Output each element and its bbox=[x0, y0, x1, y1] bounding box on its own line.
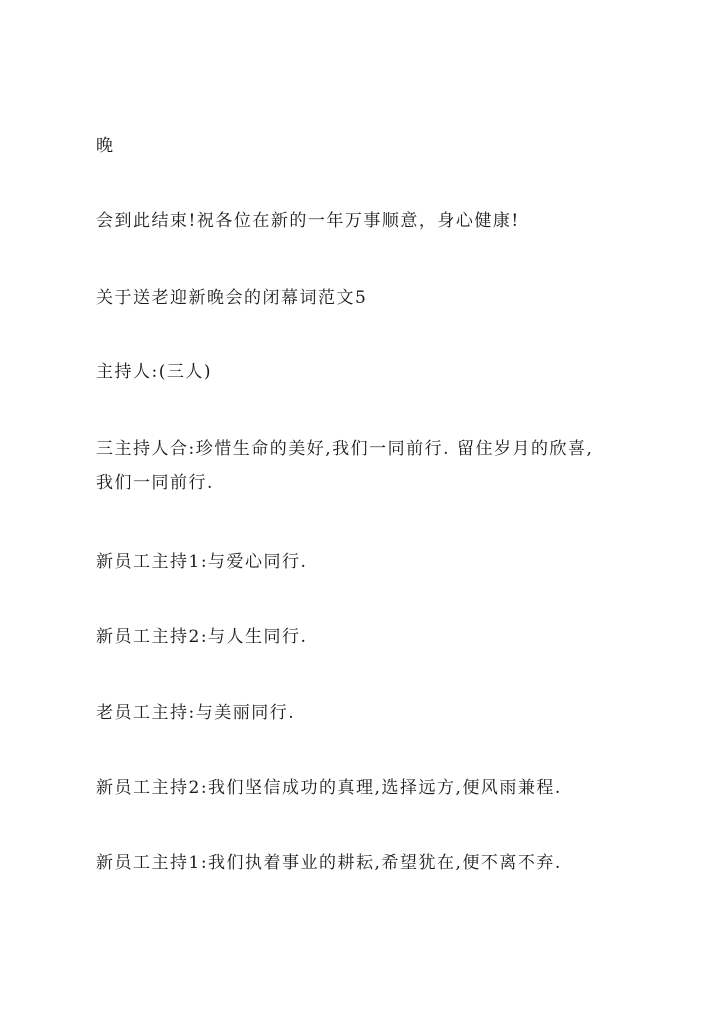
text-line: 关于送老迎新晚会的闭幕词范文5 bbox=[96, 288, 368, 308]
paragraph-fragment bbox=[96, 129, 636, 163]
paragraph-hosts bbox=[96, 355, 636, 389]
paragraph-new-host-1 bbox=[96, 545, 636, 579]
text-line: 主持人:(三人) bbox=[96, 362, 212, 382]
paragraph-closing bbox=[96, 204, 636, 238]
text-line: 晚 bbox=[96, 136, 115, 156]
paragraph-old-host bbox=[96, 696, 636, 730]
paragraph-three-hosts bbox=[96, 432, 636, 500]
text-line: 三主持人合:珍惜生命的美好,我们一同前行. 留住岁月的欣喜, bbox=[96, 439, 594, 459]
text-line: 我们一同前行. bbox=[96, 473, 214, 493]
text-line: 新员工主持2:我们坚信成功的真理,选择远方,便风雨兼程. bbox=[96, 778, 562, 798]
text-line: 新员工主持2:与人生同行. bbox=[96, 627, 308, 647]
text-line: 老员工主持:与美丽同行. bbox=[96, 703, 296, 723]
text-line: 新员工主持1:与爱心同行. bbox=[96, 552, 308, 572]
section-heading bbox=[96, 281, 636, 315]
text-line: 新员工主持1:我们执着事业的耕耘,希望犹在,便不离不弃. bbox=[96, 853, 562, 873]
paragraph-new-host-2 bbox=[96, 620, 636, 654]
paragraph-new-host-1b bbox=[96, 846, 636, 880]
paragraph-new-host-2b bbox=[96, 771, 636, 805]
text-line: 会到此结束!祝各位在新的一年万事顺意，身心健康! bbox=[96, 211, 520, 231]
